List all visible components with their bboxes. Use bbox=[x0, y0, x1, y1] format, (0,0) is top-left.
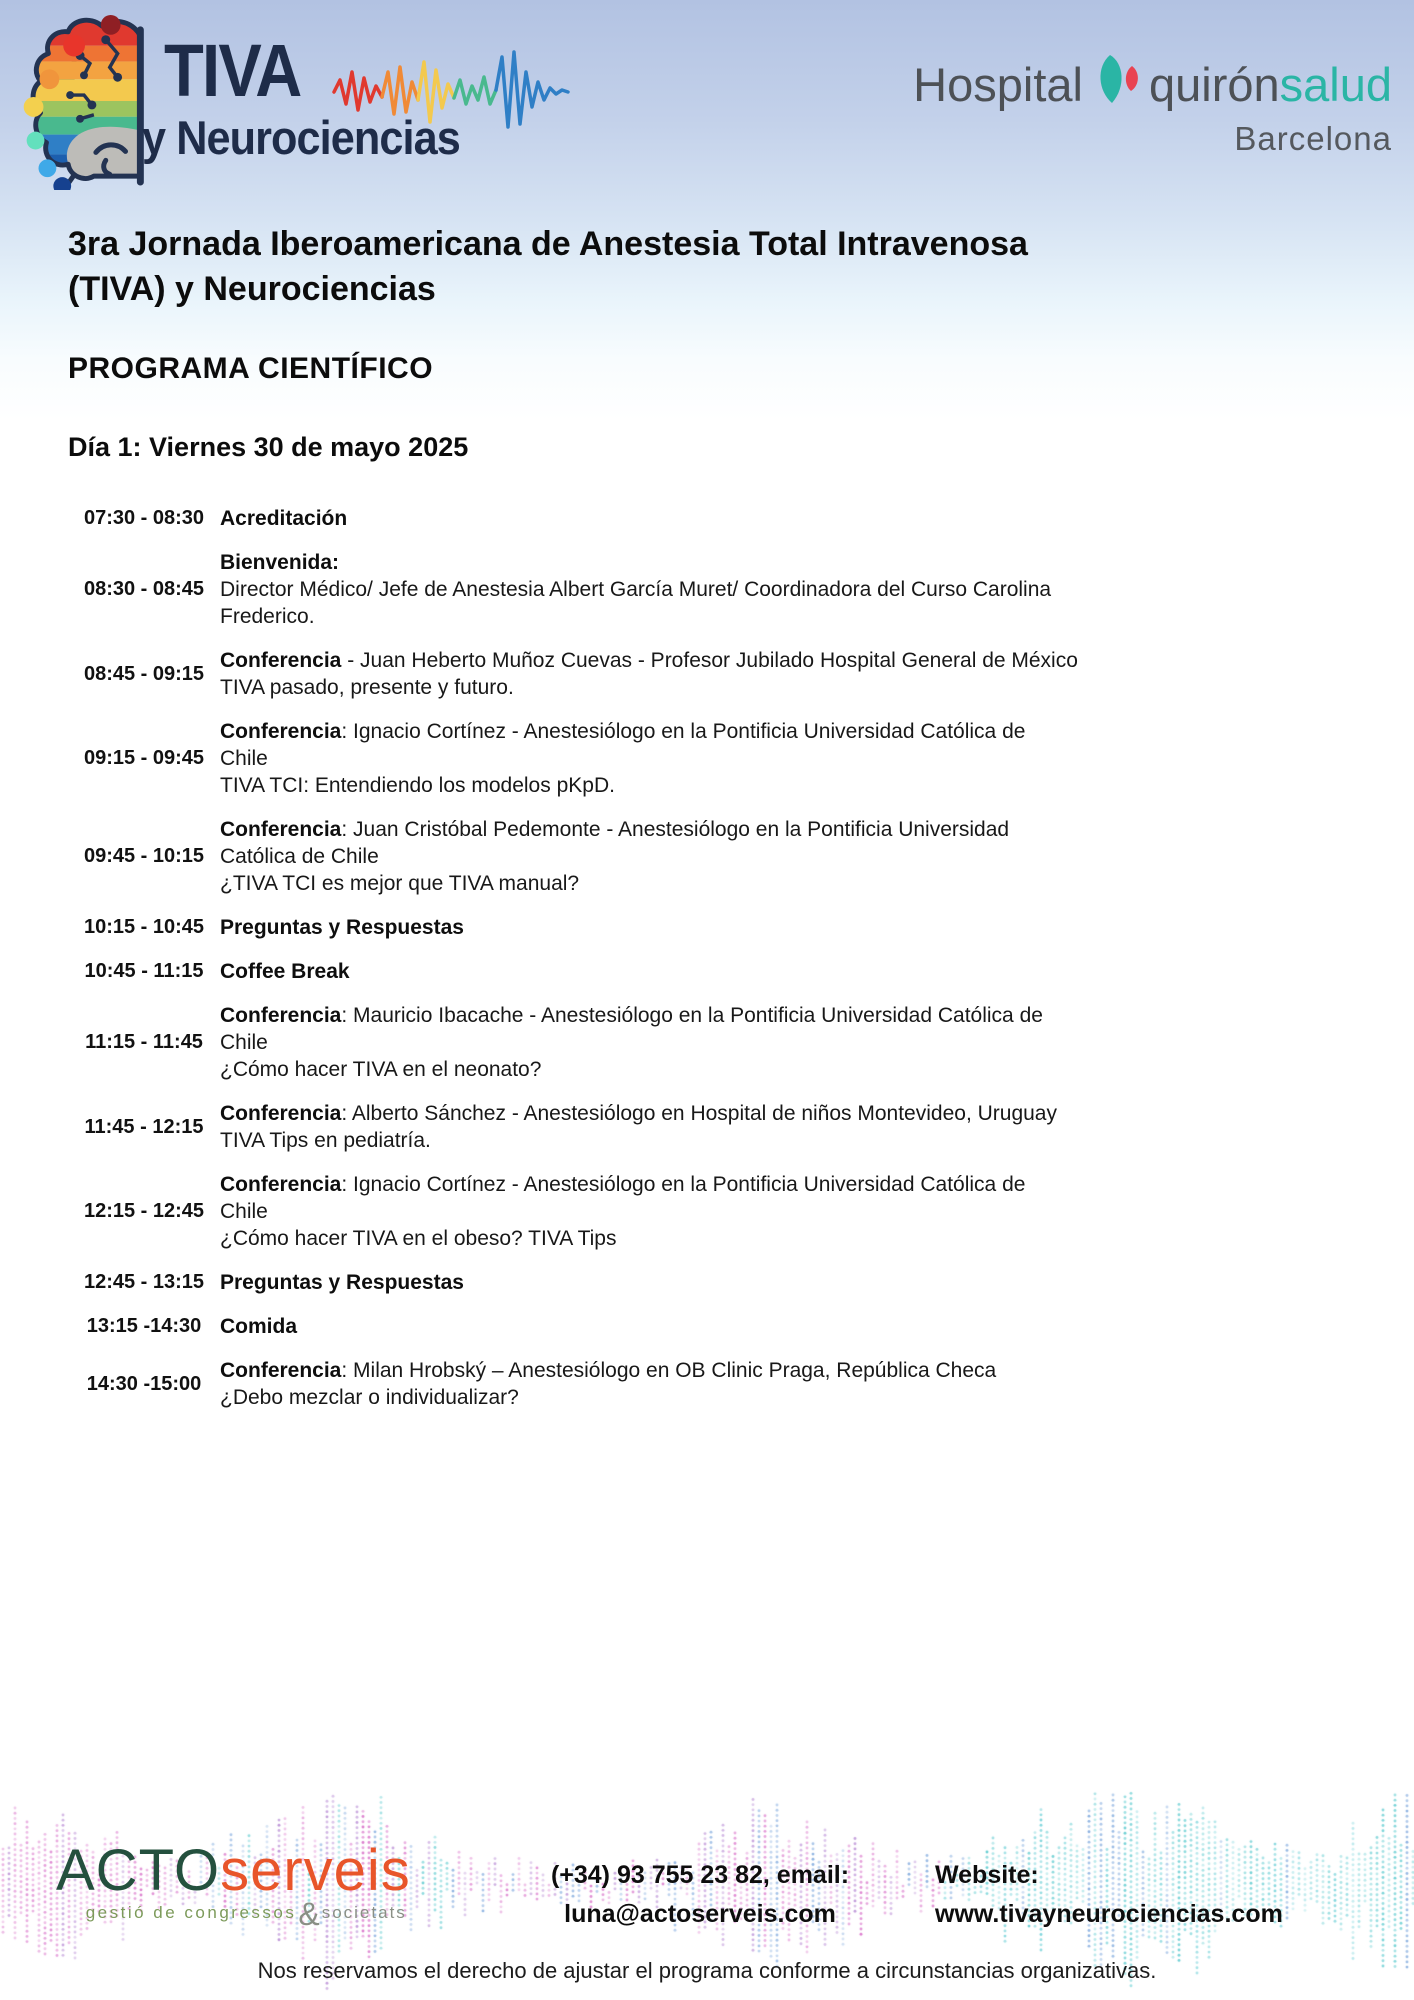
hospital-city-label: Barcelona bbox=[1234, 120, 1392, 157]
page-header bbox=[0, 0, 1414, 190]
row-description bbox=[220, 718, 1025, 799]
schedule bbox=[68, 505, 1350, 1411]
description-line: Conferencia - Juan Heberto Muñoz Cuevas - Profesor Jubilado Hospital General de México bbox=[220, 649, 1078, 672]
row-description bbox=[220, 1269, 464, 1296]
row-description bbox=[220, 549, 1051, 630]
contact-email: luna@actoserveis.com bbox=[564, 1900, 836, 1928]
website-info bbox=[935, 1856, 1283, 1934]
tiva-wordmark: TIVA bbox=[164, 29, 301, 112]
row-description bbox=[220, 1002, 1043, 1083]
page-footer bbox=[0, 1790, 1414, 2000]
row-description bbox=[220, 1313, 297, 1340]
description-line: Conferencia: Ignacio Cortínez - Anestesiólogo en la Pontificia Universidad Católica de bbox=[220, 720, 1026, 743]
description-line: Chile bbox=[220, 1200, 268, 1223]
row-description bbox=[220, 914, 464, 941]
disclaimer-text: Nos reservamos el derecho de ajustar el programa conforme a circunstancias organizativas. bbox=[257, 1958, 1157, 1983]
time-label: 09:45 - 10:15 bbox=[83, 845, 205, 867]
page-title-line1: 3ra Jornada Iberoamericana de Anestesia Total Intravenosa bbox=[68, 225, 1028, 263]
time-label: 08:45 - 09:15 bbox=[83, 662, 205, 685]
description-line: Frederico. bbox=[220, 605, 315, 628]
schedule-row bbox=[68, 1269, 1350, 1296]
description-line: Bienvenida: bbox=[220, 551, 340, 574]
actoserveis-logo bbox=[56, 1838, 411, 1932]
schedule-row bbox=[68, 505, 1350, 532]
time-label: 12:45 - 13:15 bbox=[83, 1271, 205, 1293]
website-url: www.tivayneurociencias.com bbox=[935, 1900, 1283, 1928]
contact-phone-email-label: (+34) 93 755 23 82, email: bbox=[550, 1861, 850, 1889]
time-label: 11:15 - 11:45 bbox=[85, 1031, 203, 1053]
row-description bbox=[220, 816, 1009, 897]
description-line: Conferencia: Mauricio Ibacache - Anestesiólogo en la Pontificia Universidad Católica de bbox=[220, 1004, 1043, 1027]
time-label: 07:30 - 08:30 bbox=[83, 507, 205, 529]
time-label: 11:45 - 12:15 bbox=[84, 1115, 204, 1138]
program-heading: PROGRAMA CIENTÍFICO bbox=[68, 352, 434, 385]
website-label: Website: bbox=[935, 1861, 1039, 1889]
leaf-icon bbox=[1095, 54, 1141, 108]
description-line: TIVA TCI: Entendiendo los modelos pKpD. bbox=[220, 774, 615, 797]
brain-circuit-icon bbox=[14, 12, 154, 190]
description-line: ¿Cómo hacer TIVA en el obeso? TIVA Tips bbox=[220, 1227, 617, 1250]
hospital-quironsalud-logo bbox=[913, 54, 1392, 158]
time-label: 10:45 - 11:15 bbox=[84, 960, 204, 982]
schedule-row bbox=[68, 718, 1350, 799]
row-description bbox=[220, 958, 350, 985]
hospital-wordmark: Hospital bbox=[913, 57, 1083, 111]
row-description bbox=[220, 1357, 996, 1411]
actoserveis-wordmark: ACTOserveis bbox=[56, 1838, 411, 1903]
time-label: 13:15 -14:30 bbox=[86, 1315, 202, 1337]
description-line: Conferencia: Alberto Sánchez - Anestesiólogo en Hospital de niños Montevideo, Uruguay bbox=[220, 1102, 1057, 1125]
time-label: 09:15 - 09:45 bbox=[83, 747, 205, 769]
description-line: ¿Debo mezclar o individualizar? bbox=[220, 1386, 519, 1409]
description-line: Comida bbox=[220, 1315, 298, 1338]
row-description bbox=[220, 505, 347, 532]
page-title bbox=[68, 222, 1350, 312]
day-heading: Día 1: Viernes 30 de mayo 2025 bbox=[68, 432, 469, 462]
description-line: Preguntas y Respuestas bbox=[220, 1271, 464, 1294]
schedule-row bbox=[68, 914, 1350, 941]
schedule-row bbox=[68, 1100, 1350, 1154]
page-title-line2: (TIVA) y Neurociencias bbox=[68, 270, 436, 308]
schedule-row bbox=[68, 647, 1350, 701]
time-label: 14:30 -15:00 bbox=[86, 1372, 202, 1395]
actoserveis-tagline: gestió de congressos& societats bbox=[85, 1896, 407, 1932]
row-description bbox=[220, 647, 1078, 701]
description-line: Director Médico/ Jefe de Anestesia Albert García Muret/ Coordinadora del Curso Carolina bbox=[220, 578, 1052, 601]
time-label: 12:15 - 12:45 bbox=[83, 1200, 205, 1222]
description-line: Conferencia: Ignacio Cortínez - Anestesiólogo en la Pontificia Universidad Católica de bbox=[220, 1173, 1026, 1196]
tiva-logo-subtitle: y Neurociencias bbox=[142, 111, 460, 164]
description-line: Chile bbox=[220, 1031, 268, 1054]
time-label: 08:30 - 08:45 bbox=[83, 578, 205, 600]
row-description bbox=[220, 1100, 1057, 1154]
schedule-row bbox=[68, 1002, 1350, 1083]
tiva-neurociencias-logo bbox=[14, 10, 634, 188]
time-label: 10:15 - 10:45 bbox=[83, 916, 205, 938]
description-line: Acreditación bbox=[220, 507, 348, 530]
description-line: Chile bbox=[220, 747, 268, 770]
schedule-row bbox=[68, 958, 1350, 985]
description-line: Preguntas y Respuestas bbox=[220, 916, 464, 939]
description-line: Conferencia: Juan Cristóbal Pedemonte - Anestesiólogo en la Pontificia Universidad bbox=[220, 818, 1010, 841]
quironsalud-wordmark: quirónsalud bbox=[1148, 57, 1392, 111]
ampersand-glyph: & bbox=[298, 1896, 320, 1932]
schedule-row bbox=[68, 1171, 1350, 1252]
description-line: Coffee Break bbox=[220, 960, 350, 983]
row-description bbox=[220, 1171, 1025, 1252]
schedule-row bbox=[68, 549, 1350, 630]
description-line: ¿TIVA TCI es mejor que TIVA manual? bbox=[220, 872, 580, 895]
schedule-row bbox=[68, 1357, 1350, 1411]
description-line: Conferencia: Milan Hrobský – Anestesiólogo en OB Clinic Praga, República Checa bbox=[220, 1359, 997, 1382]
description-line: Católica de Chile bbox=[220, 845, 379, 868]
contact-info bbox=[530, 1856, 870, 1934]
document-body bbox=[0, 222, 1414, 1411]
schedule-row bbox=[68, 1313, 1350, 1340]
description-line: TIVA pasado, presente y futuro. bbox=[220, 676, 514, 699]
description-line: ¿Cómo hacer TIVA en el neonato? bbox=[220, 1058, 542, 1081]
description-line: TIVA Tips en pediatría. bbox=[220, 1129, 431, 1152]
schedule-row bbox=[68, 816, 1350, 897]
